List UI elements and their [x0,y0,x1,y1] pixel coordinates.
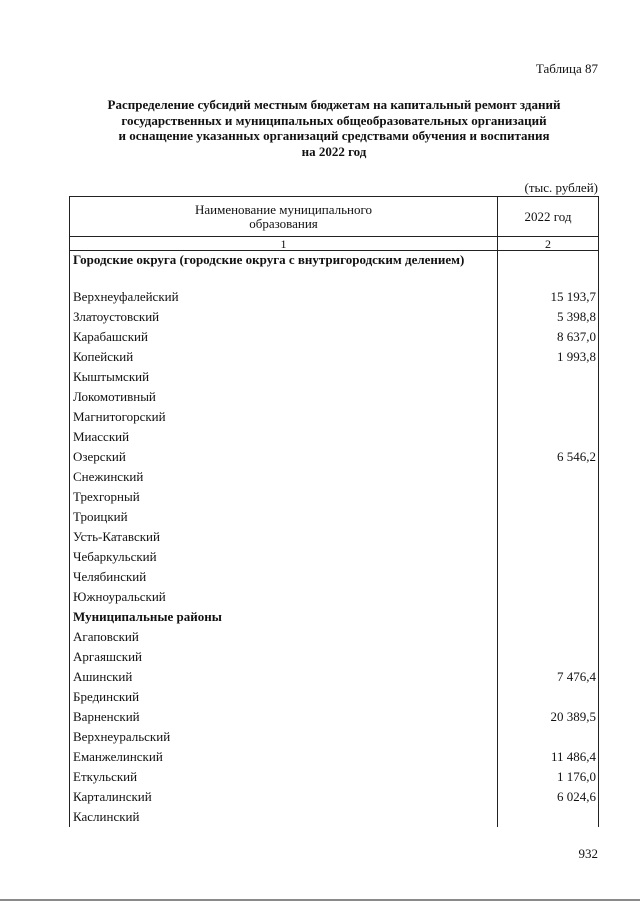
subsidy-value [498,487,599,507]
table-row [70,647,599,667]
subsidy-value [498,387,599,407]
subsidy-value [498,527,599,547]
table-row [70,527,599,547]
table-row [70,287,599,307]
municipality-name: Магнитогорский [70,407,498,427]
page-number: 932 [578,846,598,861]
section-title: Муниципальные районы [70,607,498,627]
municipality-name: Челябинский [70,567,498,587]
subsidy-value: 5 398,8 [498,307,599,327]
column-header-name-line2: образования [249,215,318,231]
municipality-name: Южноуральский [70,587,498,607]
municipality-name: Копейский [70,347,498,367]
subsidy-value [498,587,599,607]
subsidy-value [498,647,599,667]
table-row [70,427,599,447]
table-row [70,747,599,767]
municipality-name: Златоустовский [70,307,498,327]
table-row [70,387,599,407]
subsidy-value [498,427,599,447]
table-row [70,787,599,807]
table-row [70,587,599,607]
column-number-1: 1 [70,237,498,251]
column-header-name-line1: Наименование муниципального [194,201,373,217]
municipality-name: Ашинский [70,667,498,687]
subsidy-value [498,687,599,707]
subsidy-value: 6 024,6 [498,787,599,807]
subsidy-value: 20 389,5 [498,707,599,727]
subsidy-value: 1 993,8 [498,347,599,367]
municipality-name: Карабашский [70,327,498,347]
subsidy-value [498,607,599,627]
table-row [70,667,599,687]
municipality-name: Локомотивный [70,387,498,407]
municipality-name: Верхнеуфалейский [70,287,498,307]
table-row [70,567,599,587]
municipality-name: Трехгорный [70,487,498,507]
municipality-name: Снежинский [70,467,498,487]
municipality-name: Аргаяшский [70,647,498,667]
subsidy-value: 8 637,0 [498,327,599,347]
table-row [70,447,599,467]
subsidy-value: 6 546,2 [498,447,599,467]
table-row [70,547,599,567]
table-body [70,251,599,828]
subsidy-value: 7 476,4 [498,667,599,687]
subsidy-value [498,367,599,387]
table-row [70,407,599,427]
subsidy-value [498,807,599,827]
subsidy-value [498,467,599,487]
table-row [70,767,599,787]
column-header-name [70,197,498,237]
municipality-name: Озерский [70,447,498,467]
column-number-2: 2 [498,237,599,251]
subsidy-value: 1 176,0 [498,767,599,787]
column-header-year: 2022 год [498,197,599,237]
subsidy-value [498,627,599,647]
document-title [60,97,608,159]
table-row [70,727,599,747]
section-header-row [70,607,599,627]
table-row [70,467,599,487]
municipality-name: Еткульский [70,767,498,787]
subsidy-table [69,196,599,827]
municipality-name: Верхнеуральский [70,727,498,747]
subsidy-value [498,407,599,427]
table-row [70,487,599,507]
municipality-name: Карталинский [70,787,498,807]
municipality-name: Кыштымский [70,367,498,387]
table-row [70,807,599,827]
table-row [70,307,599,327]
table-number-label: Таблица 87 [535,61,598,76]
title-line: государственных и муниципальных общеобразовательных организаций [121,112,547,128]
table-row [70,507,599,527]
municipality-name: Троицкий [70,507,498,527]
subsidy-value [498,567,599,587]
municipality-name: Чебаркульский [70,547,498,567]
table-row [70,367,599,387]
subsidy-value [498,547,599,567]
table-row [70,347,599,367]
municipality-name: Еманжелинский [70,747,498,767]
subsidy-value [498,727,599,747]
municipality-name: Агаповский [70,627,498,647]
table-row [70,707,599,727]
municipality-name: Усть-Катавский [70,527,498,547]
municipality-name: Брединский [70,687,498,707]
page-edge-divider [0,899,640,901]
subsidy-value [498,251,599,288]
municipality-name: Миасский [70,427,498,447]
municipality-name: Варненский [70,707,498,727]
subsidy-value [498,507,599,527]
table-row [70,627,599,647]
table-row [70,687,599,707]
units-label: (тыс. рублей) [524,180,598,195]
table-row [70,327,599,347]
subsidy-value: 11 486,4 [498,747,599,767]
subsidy-value: 15 193,7 [498,287,599,307]
municipality-name: Каслинский [70,807,498,827]
title-line: и оснащение указанных организаций средствами обучения и воспитания [118,128,550,143]
section-title: Городские округа (городские округа с внутригородским делением) [70,251,498,288]
section-header-row [70,251,599,288]
title-line: Распределение субсидий местным бюджетам на капитальный ремонт зданий [107,97,561,112]
title-line: на 2022 год [301,143,367,159]
